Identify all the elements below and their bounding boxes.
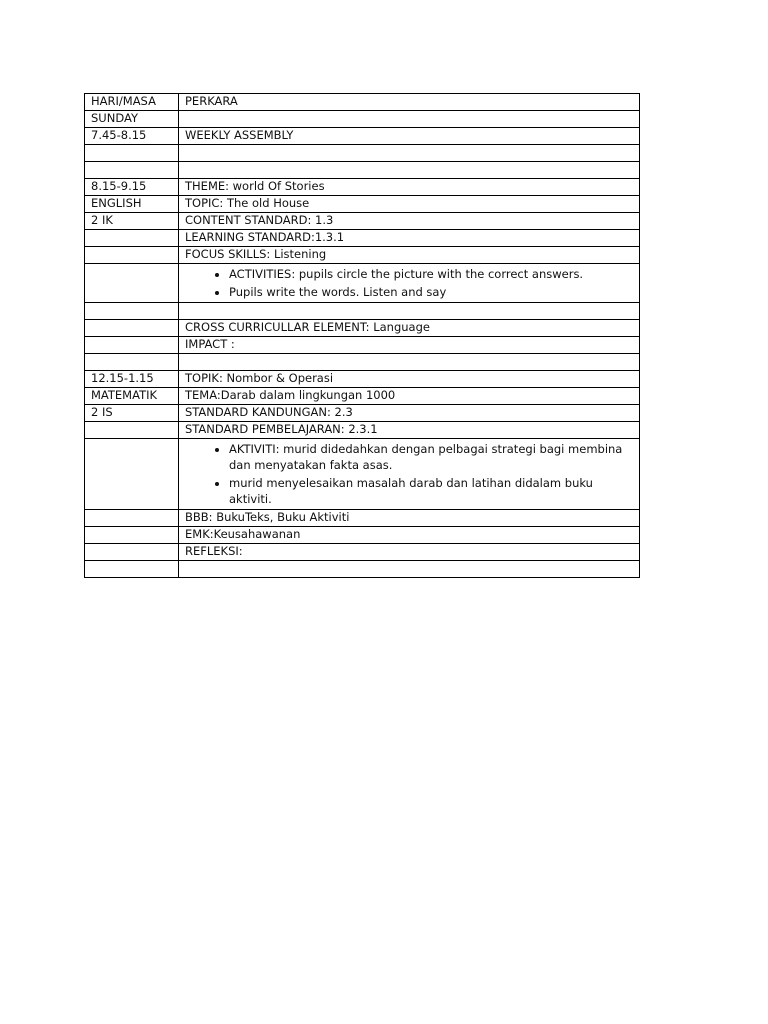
empty-cell <box>85 354 179 371</box>
subject-cell: ENGLISH <box>85 196 179 213</box>
detail-cell: CONTENT STANDARD: 1.3 <box>179 213 640 230</box>
table-row <box>85 561 640 578</box>
table-row <box>85 405 640 422</box>
detail-cell: BBB: BukuTeks, Buku Aktiviti <box>179 510 640 527</box>
detail-cell: IMPACT : <box>179 337 640 354</box>
header-perkara: PERKARA <box>179 94 640 111</box>
empty-cell <box>179 354 640 371</box>
table-row <box>85 354 640 371</box>
time-cell: 12.15-1.15 <box>85 371 179 388</box>
table-row <box>85 303 640 320</box>
detail-cell: CROSS CURRICULLAR ELEMENT: Language <box>179 320 640 337</box>
time-cell: 8.15-9.15 <box>85 179 179 196</box>
detail-cell: TOPIC: The old House <box>179 196 640 213</box>
class-cell: 2 IK <box>85 213 179 230</box>
empty-cell <box>85 230 179 247</box>
empty-cell <box>85 162 179 179</box>
lesson-plan-table <box>84 93 640 578</box>
table-row <box>85 388 640 405</box>
table-row <box>85 128 640 145</box>
empty-cell <box>85 264 179 303</box>
table-row <box>85 111 640 128</box>
table-row <box>85 264 640 303</box>
detail-cell: EMK:Keusahawanan <box>179 527 640 544</box>
empty-cell <box>85 247 179 264</box>
table-row <box>85 179 640 196</box>
empty-cell <box>85 439 179 510</box>
detail-cell <box>179 111 640 128</box>
empty-cell <box>85 561 179 578</box>
table-row <box>85 213 640 230</box>
empty-cell <box>179 162 640 179</box>
table-row <box>85 230 640 247</box>
detail-cell: TOPIK: Nombor & Operasi <box>179 371 640 388</box>
empty-cell <box>85 544 179 561</box>
activities-list <box>185 266 633 300</box>
table-row <box>85 196 640 213</box>
empty-cell <box>85 527 179 544</box>
table-row <box>85 247 640 264</box>
header-hari-masa: HARI/MASA <box>85 94 179 111</box>
table-row <box>85 371 640 388</box>
class-cell: 2 IS <box>85 405 179 422</box>
subject-cell: MATEMATIK <box>85 388 179 405</box>
list-item: • ACTIVITIES: pupils circle the picture with the correct answers. <box>229 266 633 282</box>
aktiviti-cell <box>179 439 640 510</box>
empty-cell <box>85 145 179 162</box>
empty-cell <box>85 320 179 337</box>
time-cell: 7.45-8.15 <box>85 128 179 145</box>
empty-cell <box>179 561 640 578</box>
table-row <box>85 527 640 544</box>
empty-cell <box>85 337 179 354</box>
table-row <box>85 544 640 561</box>
table-row <box>85 145 640 162</box>
list-item: • murid menyelesaikan masalah darab dan latihan didalam buku aktiviti. <box>229 475 633 507</box>
detail-cell: TEMA:Darab dalam lingkungan 1000 <box>179 388 640 405</box>
empty-cell <box>179 303 640 320</box>
table-row <box>85 320 640 337</box>
detail-cell: STANDARD PEMBELAJARAN: 2.3.1 <box>179 422 640 439</box>
activities-cell <box>179 264 640 303</box>
list-item: • Pupils write the words. Listen and say <box>229 284 633 300</box>
empty-cell <box>179 145 640 162</box>
empty-cell <box>85 303 179 320</box>
detail-cell: FOCUS SKILLS: Listening <box>179 247 640 264</box>
table-row <box>85 439 640 510</box>
empty-cell <box>85 422 179 439</box>
list-item: • AKTIVITI: murid didedahkan dengan pelbagai strategi bagi membina dan menyatakan fakta asas. <box>229 441 633 473</box>
detail-cell: LEARNING STANDARD:1.3.1 <box>179 230 640 247</box>
table-row <box>85 162 640 179</box>
detail-cell: REFLEKSI: <box>179 544 640 561</box>
header-row <box>85 94 640 111</box>
table-row <box>85 422 640 439</box>
day-cell: SUNDAY <box>85 111 179 128</box>
table-row <box>85 337 640 354</box>
empty-cell <box>85 510 179 527</box>
table-row <box>85 510 640 527</box>
aktiviti-list <box>185 441 633 507</box>
detail-cell: THEME: world Of Stories <box>179 179 640 196</box>
detail-cell: STANDARD KANDUNGAN: 2.3 <box>179 405 640 422</box>
detail-cell: WEEKLY ASSEMBLY <box>179 128 640 145</box>
